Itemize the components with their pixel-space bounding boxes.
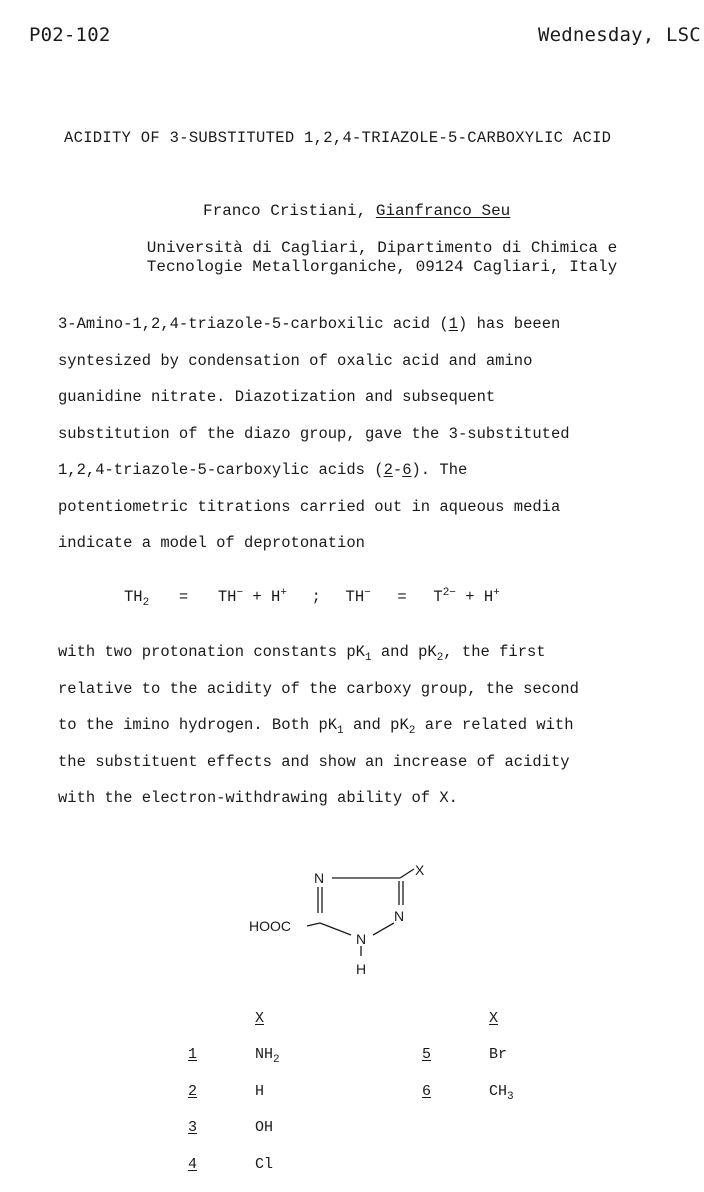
bond-hooc-c5: [307, 923, 320, 926]
para2-line-5: with the electron-withdrawing ability of X.: [58, 789, 458, 807]
paragraph-1: [58, 306, 570, 562]
compound-ref-6: 6: [402, 461, 412, 479]
triazole-structure: [240, 855, 440, 980]
para1-line-4: substitution of the diazo group, gave the 3-substituted: [58, 424, 570, 443]
table-row: [422, 1083, 431, 1100]
substituent: $NH_2$: [255, 1046, 280, 1066]
group-hooc: HOOC: [249, 918, 291, 934]
substituent: H: [255, 1083, 265, 1100]
compound-number: 2: [188, 1083, 198, 1100]
table-row: [188, 1046, 197, 1063]
session-label: Wednesday, LSC: [538, 24, 701, 46]
atom-h: H: [356, 961, 367, 977]
paragraph-2: [58, 634, 579, 817]
authors: [203, 202, 510, 220]
para1-line-7: indicate a model of deprotonation: [58, 534, 365, 552]
substituent: OH: [255, 1119, 274, 1136]
para2-line-2: relative to the acidity of the carboxy group, the second: [58, 679, 579, 698]
compound-number: 3: [188, 1119, 198, 1136]
atom-x: X: [415, 862, 425, 878]
para1-line-6: potentiometric titrations carried out in aqueous media: [58, 497, 561, 516]
compound-number: 5: [422, 1046, 432, 1063]
para1-line-1: 3-Amino-1,2,4-triazole-5-carboxilic acid (1) has beeen: [58, 315, 561, 333]
author-first: Franco Cristiani,: [203, 202, 367, 220]
bond-c3-x: [400, 869, 414, 878]
table-header-x-left: X: [255, 1010, 265, 1027]
compound-number: 4: [188, 1156, 198, 1173]
substituent: $CH_3$: [489, 1083, 514, 1103]
compound-ref-1: 1: [448, 315, 458, 333]
atom-n-top: N: [314, 870, 325, 886]
deprotonation-equation: $TH_2 = TH^- + H^+$ ; $TH^- = T^{2-} + H^+$: [124, 586, 500, 610]
table-header-x-right: X: [489, 1010, 499, 1027]
paper-title: ACIDITY OF 3-SUBSTITUTED 1,2,4-TRIAZOLE-5-CARBOXYLIC ACID: [64, 129, 612, 147]
author-presenting: Gianfranco Seu: [375, 202, 511, 220]
table-row: [422, 1046, 431, 1063]
table-row: [188, 1119, 197, 1136]
substituent: Br: [489, 1046, 508, 1063]
atom-n-bottom: N: [356, 931, 367, 947]
table-row: [188, 1156, 197, 1173]
para2-line-4: the substituent effects and show an increase of acidity: [58, 752, 570, 771]
abstract-code: P02-102: [29, 24, 111, 46]
bond-n-right-n-bottom: [373, 923, 394, 935]
para1-line-3: guanidine nitrate. Diazotization and subsequent: [58, 388, 496, 406]
affiliation-line-1: Università di Cagliari, Dipartimento di Chimica e: [146, 239, 618, 257]
para1-line-5: 1,2,4-triazole-5-carboxylic acids (2-6). The: [58, 461, 468, 479]
compound-ref-2: 2: [383, 461, 393, 479]
compound-number: 6: [422, 1083, 432, 1100]
para2-line-3: to the imino hydrogen. Both $pK_1$ and $pK_2$ are related with: [58, 716, 574, 738]
bond-c5-n-bottom: [320, 923, 351, 935]
affiliation-line-2: Tecnologie Metallorganiche, 09124 Cagliari, Italy: [146, 258, 618, 276]
atom-n-right: N: [394, 908, 405, 924]
para2-line-1: with two protonation constants $pK_1$ and $pK_2$, the first: [58, 643, 546, 665]
para1-line-2: syntesized by condensation of oxalic acid and amino: [58, 351, 533, 370]
compound-number: 1: [188, 1046, 198, 1063]
affiliation: [94, 239, 670, 277]
substituent: Cl: [255, 1156, 274, 1173]
table-row: [188, 1083, 197, 1100]
